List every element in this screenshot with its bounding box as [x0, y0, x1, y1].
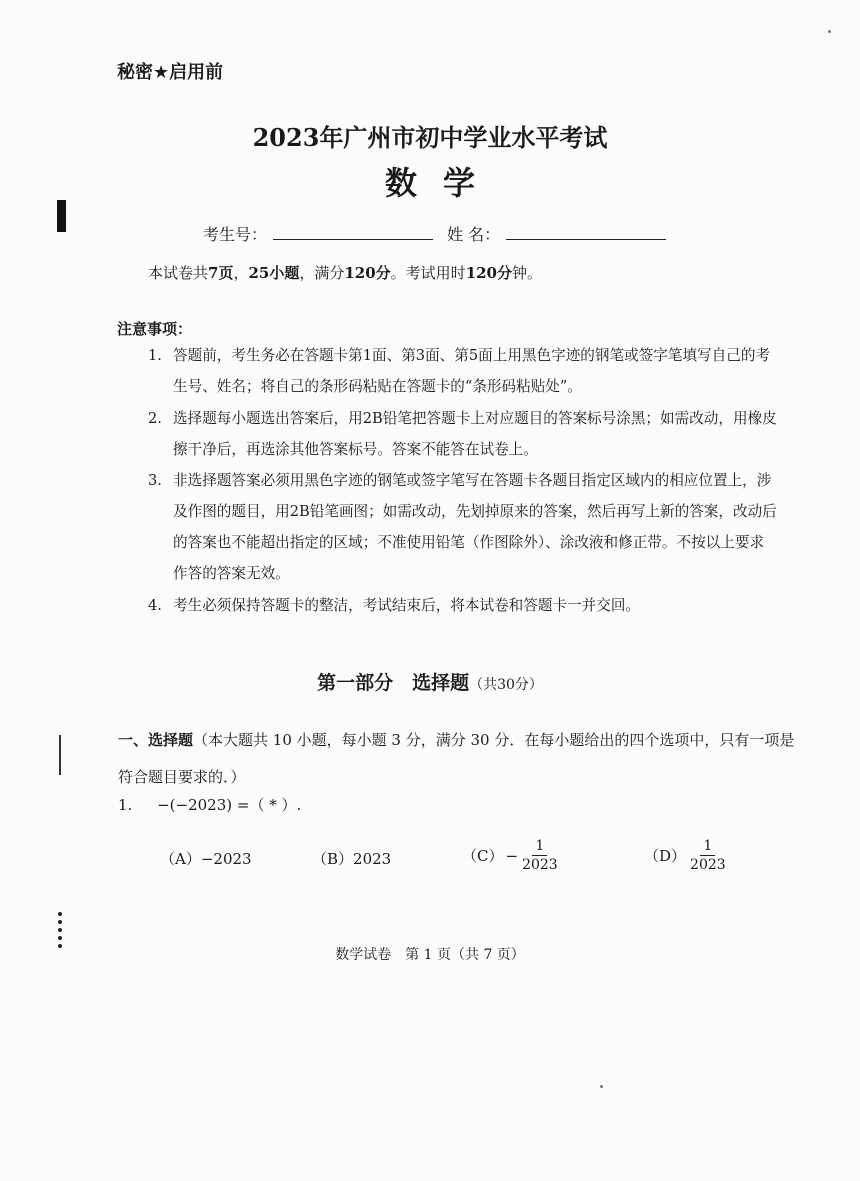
notes-title: 注意事项：: [117, 320, 193, 338]
question-stem: −(−2023) =（ * ）.: [157, 796, 302, 814]
fraction: [522, 838, 558, 873]
note-item: [148, 465, 778, 589]
denominator: 2023: [690, 857, 726, 873]
exam-number-blank[interactable]: [273, 225, 433, 240]
note-item: [148, 403, 778, 465]
option-value: 2023: [353, 849, 392, 868]
part-score: （共30分）: [469, 677, 543, 693]
option-label: （B）: [312, 850, 354, 868]
info-questions: 25小题: [248, 264, 300, 282]
exam-number-label: 考生号：: [203, 225, 268, 244]
info-text: ，满分: [299, 264, 345, 282]
note-number: 1.: [148, 347, 162, 364]
info-text: 。考试用时: [390, 264, 466, 282]
part-title: 第一部分 选择题: [317, 672, 470, 694]
section-heading: [118, 722, 798, 796]
exam-title: 2023年广州市初中学业水平考试: [252, 123, 608, 152]
name-label: 姓 名：: [447, 225, 501, 244]
name-blank[interactable]: [506, 225, 666, 240]
subject-title: 数学: [384, 164, 501, 202]
numerator: 1: [700, 838, 715, 856]
section-lead: 一、选择题: [118, 731, 194, 749]
numerator: 1: [532, 838, 547, 856]
section-instructions: （本大题共 10 小题，每小题 3 分，满分 30 分．在每小题给出的四个选项中，只有一项是符合题目要求的．）: [118, 731, 795, 786]
option-b[interactable]: [312, 848, 391, 869]
scan-speck: [828, 30, 831, 33]
option-label: （A）: [160, 850, 201, 868]
note-text: 非选择题答案必须用黑色字迹的钢笔或签字笔写在答题卡各题目指定区域内的相应位置上，涉及作图的题目，用2B铅笔画图；如需改动，先划掉原来的答案，然后再写上新的答案，改动后的答案也不能超出指定的区域；不准使用铅笔（作图除外）、涂改液和修正带。不按以上要求作答的答案无效。: [173, 472, 777, 582]
note-text: 考生必须保持答题卡的整洁，考试结束后，将本试卷和答题卡一并交回。: [173, 597, 641, 614]
note-number: 2.: [148, 410, 162, 427]
exam-info: [148, 262, 542, 283]
note-text: 选择题每小题选出答案后，用2B铅笔把答题卡上对应题目的答案标号涂黑；如需改动，用橡皮擦干净后，再选涂其他答案标号。答案不能答在试卷上。: [173, 410, 777, 458]
info-pages: 7页: [208, 264, 234, 282]
question-1: [118, 794, 301, 815]
note-number: 3.: [148, 472, 162, 489]
info-text: 钟。: [512, 264, 543, 282]
page-footer: 数学试卷 第 1 页（共 7 页）: [335, 947, 525, 963]
scan-speck: [600, 1085, 603, 1088]
note-item: [148, 590, 778, 621]
note-text: 答题前，考生务必在答题卡第1面、第3面、第5面上用黑色字迹的钢笔或签字笔填写自己的考生号、姓名；将自己的条形码粘贴在答题卡的“条形码粘贴处”。: [173, 347, 771, 395]
option-label: （D）: [644, 847, 687, 865]
fraction: [690, 838, 726, 873]
minus-sign: −: [505, 846, 519, 865]
info-text: ，: [233, 264, 249, 282]
info-text: 本试卷共: [148, 264, 209, 282]
denominator: 2023: [522, 857, 558, 873]
option-value: −2023: [200, 849, 252, 868]
scan-mark-bar: [57, 200, 66, 232]
option-label: （C）: [462, 847, 504, 865]
scan-mark-line: [59, 735, 61, 775]
option-a[interactable]: [160, 848, 252, 869]
option-c[interactable]: [462, 838, 558, 873]
info-time: 120分: [465, 264, 512, 282]
confidential-label: 秘密★启用前: [117, 62, 224, 83]
note-item: [148, 340, 778, 402]
note-number: 4.: [148, 597, 162, 614]
question-number: 1.: [118, 796, 133, 814]
part-heading: [0, 668, 860, 695]
question-1-options: [160, 838, 760, 888]
info-score: 120分: [344, 264, 391, 282]
option-d[interactable]: [644, 838, 726, 873]
candidate-info-line: [203, 222, 680, 245]
